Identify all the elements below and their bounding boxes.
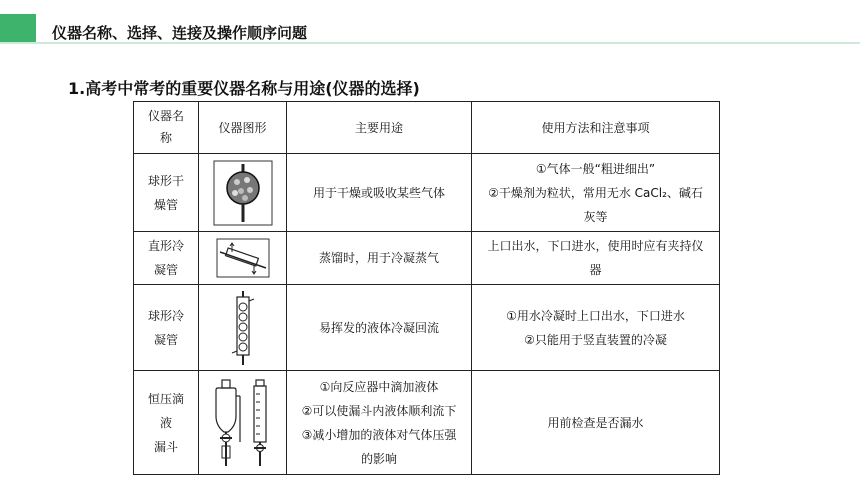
notes-line: 器: [589, 263, 602, 277]
instrument-name: [134, 154, 199, 232]
name-line: 恒压滴: [147, 391, 184, 406]
instrument-name: [134, 285, 199, 371]
notes-line: 用前检查是否漏水: [547, 415, 644, 430]
pressure-equalizing-funnel-icon: [212, 376, 274, 470]
use-line: ②可以使漏斗内液体顺利流下: [301, 403, 457, 418]
instrument-name: [134, 371, 199, 475]
bulb-condenser-icon: [230, 289, 256, 367]
instrument-figure: [199, 154, 287, 232]
use-line: ①向反应器中滴加液体: [319, 379, 439, 394]
header-name: [134, 102, 199, 154]
instrument-notes: [472, 285, 720, 371]
section-title: 1.高考中常考的重要仪器名称与用途(仪器的选择): [68, 79, 420, 98]
notes-line: 灰等: [583, 209, 608, 224]
name-line: 凝管: [153, 332, 178, 347]
table-row: [134, 154, 720, 232]
header-notes: 使用方法和注意事项: [472, 102, 720, 154]
instrument-notes: [472, 232, 720, 285]
name-line: 燥管: [153, 197, 178, 212]
table-row: [134, 285, 720, 371]
instrument-use: [287, 371, 472, 475]
header-use: 主要用途: [287, 102, 472, 154]
name-line: 凝管: [153, 263, 178, 277]
use-line: 用于干燥或吸收某些气体: [312, 185, 445, 200]
table-header-row: [134, 102, 720, 154]
table-row: [134, 232, 720, 285]
notes-line: ①气体一般“粗进细出”: [535, 161, 656, 176]
straight-condenser-icon: [216, 238, 270, 278]
notes-line: ②干燥剂为粒状，常用无水 CaCl₂、碱石: [488, 185, 703, 200]
instrument-use: [287, 232, 472, 285]
table-row: [134, 371, 720, 475]
spherical-drying-tube-icon: [213, 160, 273, 226]
name-line: 球形干: [147, 173, 184, 188]
instrument-name: [134, 232, 199, 285]
instrument-figure: [199, 232, 287, 285]
use-line: 的影响: [360, 451, 397, 466]
instrument-notes: [472, 154, 720, 232]
header-figure: 仪器图形: [199, 102, 287, 154]
name-line: 直形冷: [147, 239, 184, 253]
use-line: 蒸馏时，用于冷凝蒸气: [318, 251, 439, 265]
instrument-use: [287, 285, 472, 371]
instrument-notes: [472, 371, 720, 475]
name-line: 液: [159, 415, 172, 430]
use-line: ③减小增加的液体对气体压强: [301, 427, 457, 442]
instrument-use: [287, 154, 472, 232]
header-accent-block: [0, 14, 36, 42]
name-line: 漏斗: [153, 439, 178, 454]
instrument-figure: [199, 285, 287, 371]
name-line: 球形冷: [147, 308, 184, 323]
notes-line: ①用水冷凝时上口出水，下口进水: [506, 308, 685, 323]
page-title: 仪器名称、选择、连接及操作顺序问题: [52, 24, 308, 42]
instrument-figure: [199, 371, 287, 475]
use-line: 易挥发的液体冷凝回流: [318, 320, 439, 335]
header-name-label: 仪器名称: [147, 109, 184, 145]
notes-line: ②只能用于竖直装置的冷凝: [524, 332, 667, 347]
instrument-table: [133, 101, 720, 475]
notes-line: 上口出水，下口进水，使用时应有夹持仪: [487, 239, 704, 253]
